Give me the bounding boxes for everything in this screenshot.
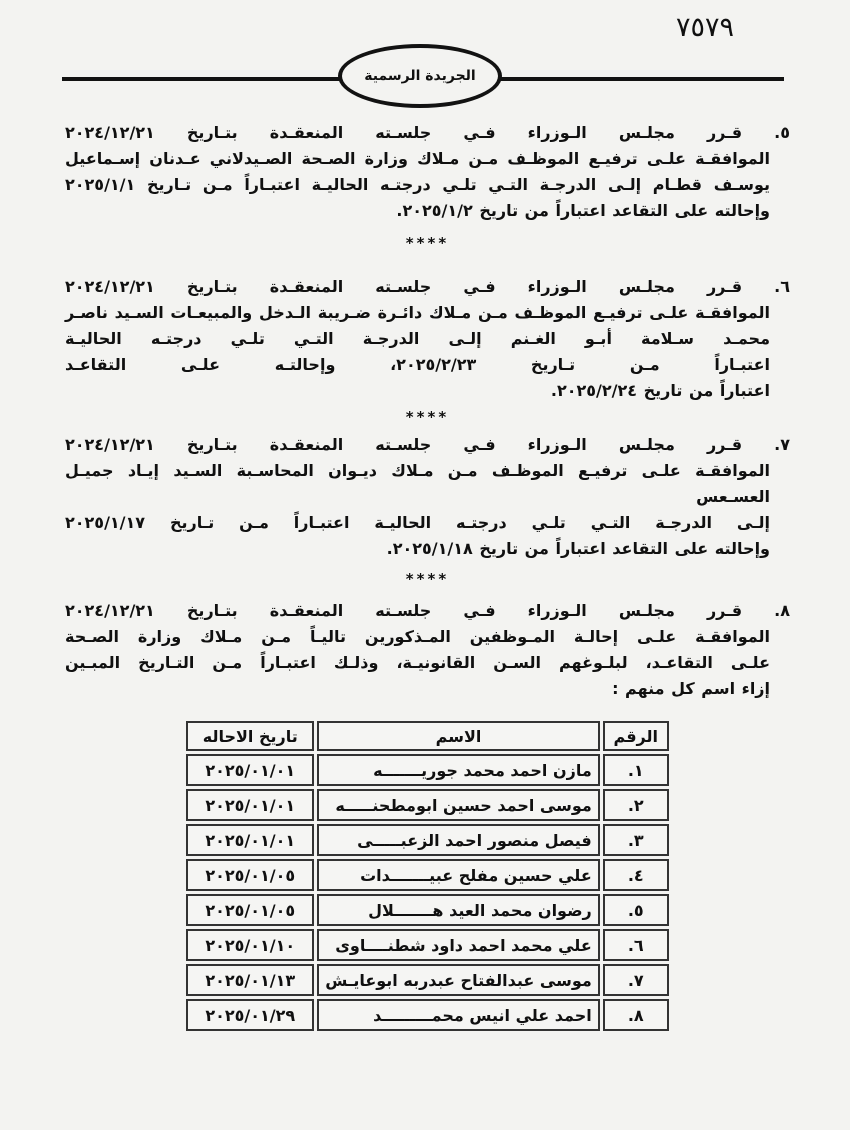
row-number-cell: ٦. <box>603 929 669 961</box>
row-date-cell: ٢٠٢٥/٠١/٠١ <box>186 754 314 786</box>
row-number-cell: ٥. <box>603 894 669 926</box>
paragraph-line: الموافقـة علـى ترفيـع الموظـف مـن مـلاك دائـرة ضـريبة الـدخل والمبيعـات السـيد ناصـر <box>65 303 770 322</box>
row-name-cell: رضوان محمد العيد هـــــــلال <box>317 894 600 926</box>
table-row <box>186 999 669 1031</box>
row-name-cell: احمد علي انيس محمـــــــــد <box>317 999 600 1031</box>
official-gazette-seal <box>338 44 502 108</box>
row-date-cell: ٢٠٢٥/٠١/٠١ <box>186 824 314 856</box>
paragraph-line: اعتباراً من تاريخ ٢٠٢٥/٢/٢٤. <box>550 381 770 400</box>
decision-paragraph-7 <box>65 432 790 562</box>
decision-paragraph-8 <box>65 598 790 702</box>
paragraph-line: علـى التقاعـد، لبلـوغهم السـن القانونيـة، وذلـك اعتبـاراً مـن التـاريخ المبـين <box>65 653 770 672</box>
paragraph-line: وإحالته على التقاعد اعتباراً من تاريخ ٢٠٢٥/١/٢. <box>396 201 770 220</box>
table-row <box>186 824 669 856</box>
row-name-cell: موسى عبدالفتاح عبدربه ابوعايـش <box>317 964 600 996</box>
row-number-cell: ٤. <box>603 859 669 891</box>
table-header-row <box>186 721 669 751</box>
paragraph-line: ٨. قـرر مجلـس الـوزراء فـي جلسـته المنعقـدة بتـاريخ ٢٠٢٤/١٢/٢١ <box>65 601 790 620</box>
paragraph-line: يوسـف قطـام إلـى الدرجـة التـي تلـي درجتـه الحاليـة اعتبـاراً مـن تـاريخ ٢٠٢٥/١/١ <box>65 175 770 194</box>
page-number: ٧٥٧٩ <box>675 12 734 43</box>
table-header-name: الاسم <box>317 721 600 751</box>
paragraph-line: ٧. قـرر مجلـس الـوزراء فـي جلسـته المنعقـدة بتـاريخ ٢٠٢٤/١٢/٢١ <box>65 435 790 454</box>
row-name-cell: فيصل منصور احمد الزعبـــــى <box>317 824 600 856</box>
paragraph-line: اعتبـاراً مـن تـاريخ ٢٠٢٥/٢/٢٣، وإحالتـه علـى التقاعـد <box>65 355 770 374</box>
paragraph-line: ٦. قـرر مجلـس الـوزراء فـي جلسـته المنعقـدة بتـاريخ ٢٠٢٤/١٢/٢١ <box>65 277 790 296</box>
table-header-number: الرقم <box>603 721 669 751</box>
row-number-cell: ٢. <box>603 789 669 821</box>
row-date-cell: ٢٠٢٥/٠١/١٠ <box>186 929 314 961</box>
paragraph-line: محمـد سـلامة أبـو الغـنم إلـى الدرجـة التـي تلـي درجتـه الحاليـة <box>65 329 770 348</box>
section-separator: **** <box>405 234 450 252</box>
paragraph-line: الموافقـة علـى إحالـة المـوظفين المـذكورين تاليـاً مـن مـلاك وزارة الصـحة <box>65 627 770 646</box>
row-number-cell: ٣. <box>603 824 669 856</box>
paragraph-line: إزاء اسم كل منهم : <box>612 679 770 698</box>
table-row <box>186 894 669 926</box>
table-row <box>186 859 669 891</box>
document-body <box>65 120 790 1034</box>
row-name-cell: مازن احمد محمد جوريـــــــه <box>317 754 600 786</box>
table-row <box>186 789 669 821</box>
decision-paragraph-5 <box>65 120 790 224</box>
section-separator: **** <box>405 570 450 588</box>
row-name-cell: موسى احمد حسين ابومطحنـــــه <box>317 789 600 821</box>
section-separator: **** <box>405 408 450 426</box>
paragraph-line: ٥. قـرر مجلـس الـوزراء فـي جلسـته المنعقـدة بتـاريخ ٢٠٢٤/١٢/٢١ <box>65 123 790 142</box>
retirees-table <box>183 718 672 1034</box>
decision-paragraph-6 <box>65 274 790 404</box>
row-date-cell: ٢٠٢٥/٠١/٠٥ <box>186 894 314 926</box>
table-row <box>186 754 669 786</box>
table-row <box>186 964 669 996</box>
row-date-cell: ٢٠٢٥/٠١/١٣ <box>186 964 314 996</box>
paragraph-line: الموافقـة علـى ترفيـع الموظـف مـن مـلاك ديـوان المحاسـبة السـيد إيـاد جميـل العسـعس <box>65 461 770 506</box>
table-header-date: تاريخ الاحاله <box>186 721 314 751</box>
paragraph-line: الموافقـة علـى ترفيـع الموظـف مـن مـلاك وزارة الصـحة الصـيدلاني عـدنان إسـماعيل <box>65 149 770 168</box>
table-row <box>186 929 669 961</box>
row-date-cell: ٢٠٢٥/٠١/٠٥ <box>186 859 314 891</box>
row-date-cell: ٢٠٢٥/٠١/٠١ <box>186 789 314 821</box>
row-name-cell: علي حسين مفلح عبيـــــــدات <box>317 859 600 891</box>
row-number-cell: ٧. <box>603 964 669 996</box>
row-name-cell: علي محمد احمد داود شطنــــاوى <box>317 929 600 961</box>
paragraph-line: إلـى الدرجـة التـي تلـي درجتـه الحاليـة اعتبـاراً مـن تـاريخ ٢٠٢٥/١/١٧ <box>65 513 770 532</box>
row-number-cell: ٨. <box>603 999 669 1031</box>
row-date-cell: ٢٠٢٥/٠١/٢٩ <box>186 999 314 1031</box>
paragraph-line: وإحالته على التقاعد اعتباراً من تاريخ ٢٠٢٥/١/١٨. <box>386 539 770 558</box>
row-number-cell: ١. <box>603 754 669 786</box>
gazette-seal-label: الجريدة الرسمية <box>364 68 476 84</box>
